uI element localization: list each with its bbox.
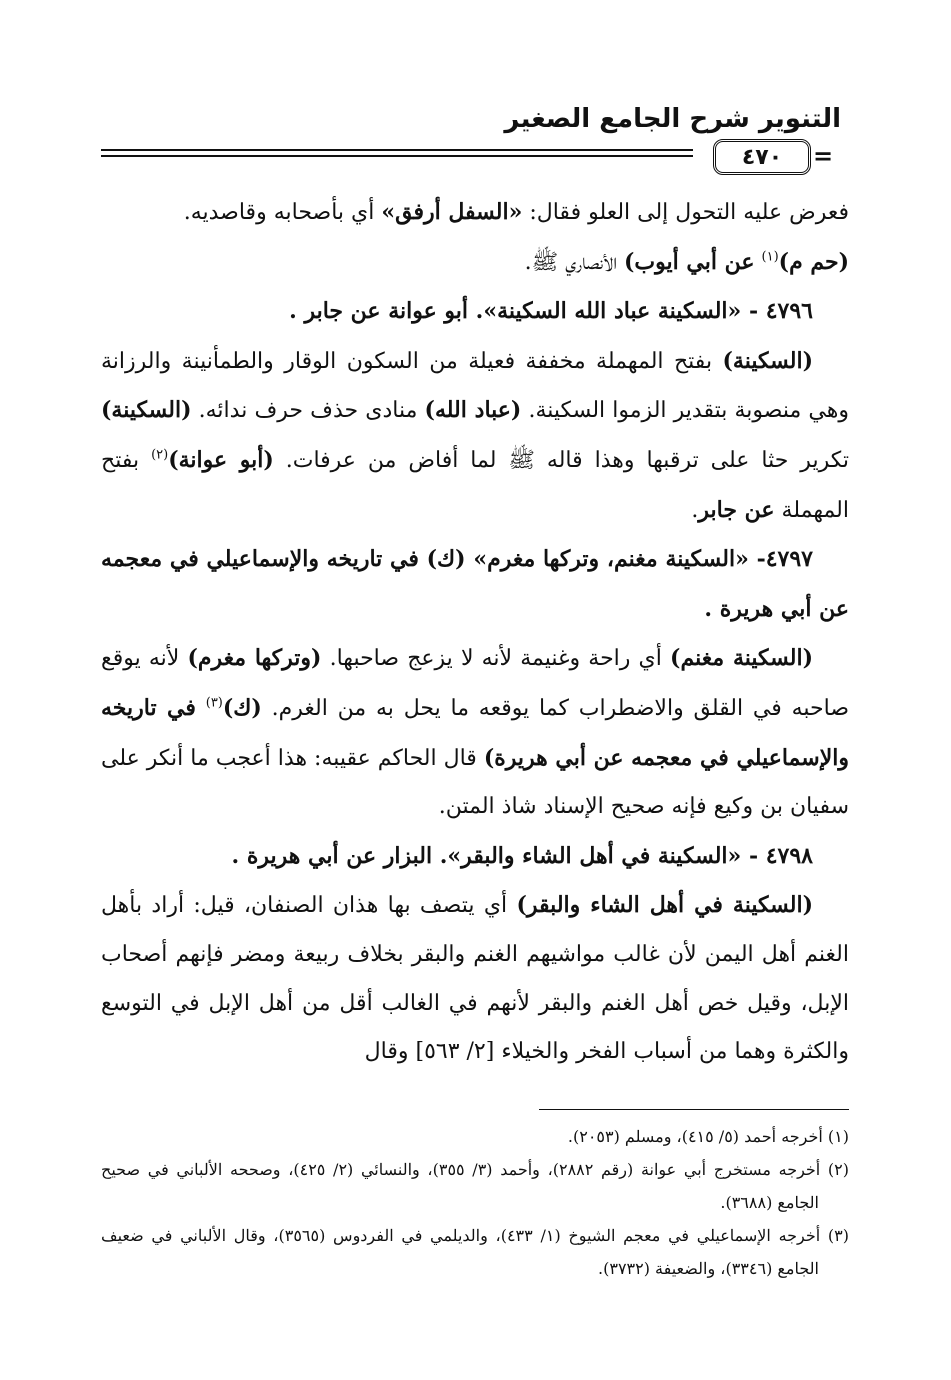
term: (عباد الله): [424, 397, 522, 424]
footnote-ref-1: (١): [761, 249, 779, 265]
double-rule-bottom: [101, 155, 693, 157]
hadith-text: ٤٧٩٧- «السكينة مغنم، وتركها مغرم» (ك) في تاريخه والإسماعيلي في معجمه عن أبي هريرة .: [101, 546, 849, 622]
text-run: بفتح المهملة مخففة فعيلة من السكون الوقار والطمأنينة والرزانة وهي منصوبة بتقدير الزموا السكينة.: [101, 348, 849, 424]
page-mark: =: [813, 141, 834, 170]
text-run: قال الحاكم عقيبه: هذا أعجب ما أنكر على سفيان بن وكيع فإنه صحيح الإسناد شاذ المتن.: [101, 745, 849, 820]
page-number: ٤٧٠: [713, 139, 811, 175]
text-run: أي بأصحابه وقاصديه.: [183, 200, 382, 225]
term: (وتركها مغرم): [187, 645, 322, 672]
footnote-2: (٢) أخرجه مستخرج أبي عوانة (رقم ٢٨٨٢)، وأحمد (٣/ ٣٥٥)، والنسائي (٢/ ٤٢٥)، وصححه الألباني في صحيح الجامع (٣٦٨٨).: [101, 1160, 849, 1212]
footnote-ref-3: (٣): [205, 695, 223, 711]
footnote-3: (٣) أخرجه الإسماعيلي في معجم الشيوخ (١/ ٤٣٣)، والديلمي في الفردوس (٣٥٦٥)، وقال الألباني في ضعيف الجامع (٣٣٤٦)، والضعيفة (٣٧٣٢).: [101, 1226, 849, 1278]
main-text: [101, 188, 849, 1077]
book-title: التنوير شرح الجامع الصغير: [504, 104, 841, 134]
text-run: أي راحة وغنيمة لأنه لا يزعج صاحبها.: [321, 646, 671, 672]
text-run: لأنه يوقع صاحبه في القلق والاضطراب كما يوقعه ما يحل به من الغرم.: [101, 646, 850, 721]
text-run: بفتح المهملة: [101, 447, 849, 523]
text-run: الأنصاري ﷺ.: [524, 249, 625, 275]
narrator-name: عن أبي أيوب): [624, 248, 755, 275]
term: (السكينة): [722, 347, 813, 374]
term: (السكينة في أهل الشاء والبقر): [516, 892, 813, 919]
hadith-heading-4797: [101, 535, 849, 634]
term: (السكينة مغنم): [670, 645, 814, 672]
source-code: (ك): [222, 694, 262, 721]
footnote-1: (١) أخرجه أحمد (٥/ ٤١٥)، ومسلم (٢٠٥٣).: [567, 1127, 849, 1146]
text-run: تكرير حثا على ترقبها وهذا قاله ﷺ لما أفاض من عرفات.: [273, 447, 849, 473]
source-detail: في تاريخه والإسماعيلي في معجمه عن أبي هريرة): [101, 694, 849, 771]
hadith-text: ٤٧٩٨ - «السكينة في أهل الشاء والبقر». البزار عن أبي هريرة .: [231, 842, 813, 869]
source-code: (حم م): [778, 248, 849, 275]
commentary-4796: [101, 337, 849, 535]
hadith-heading-4796: [101, 287, 849, 337]
text-run: .: [691, 497, 699, 523]
footnote-ref-2: (٢): [151, 447, 169, 463]
quoted-hadith: «السفل أرفق»: [381, 199, 523, 225]
double-rule-top: [101, 149, 693, 151]
term: (السكينة): [101, 397, 192, 424]
text-run: أي يتصف بها هذان الصنفان، قيل: أراد بأهل الغنم أهل اليمن لأن غالب مواشيهم الغنم والبقر بخلاف ربيعة ومضر فإنهم أصحاب الإبل، وقيل خص أهل الغنم والبقر لأنهم في الغالب أقل من أهل الإبل في التوسع والكثرة وهما من أسباب الفخر والخيلاء [٢/ ٥٦٣] وقال: [101, 893, 849, 1065]
header-rule: [101, 139, 841, 179]
text-run: فعرض عليه التحول إلى العلو فقال:: [522, 200, 849, 225]
hadith-heading-4798: [101, 832, 849, 882]
text-run: [755, 250, 762, 275]
text-run: منادى حذف حرف ندائه.: [191, 398, 425, 424]
footnote-separator: [539, 1109, 849, 1110]
commentary-4798: [101, 881, 849, 1076]
narrator-name: عن جابر: [698, 496, 775, 523]
narrator-name: (أبو عوانة): [168, 446, 274, 473]
hadith-text: ٤٧٩٦ - «السكينة عباد الله السكينة». أبو عوانة عن جابر .: [289, 298, 813, 325]
commentary-4797: [101, 634, 849, 831]
paragraph-continuation: [101, 188, 849, 287]
footnotes: [101, 1120, 849, 1285]
text-run: [196, 696, 206, 721]
